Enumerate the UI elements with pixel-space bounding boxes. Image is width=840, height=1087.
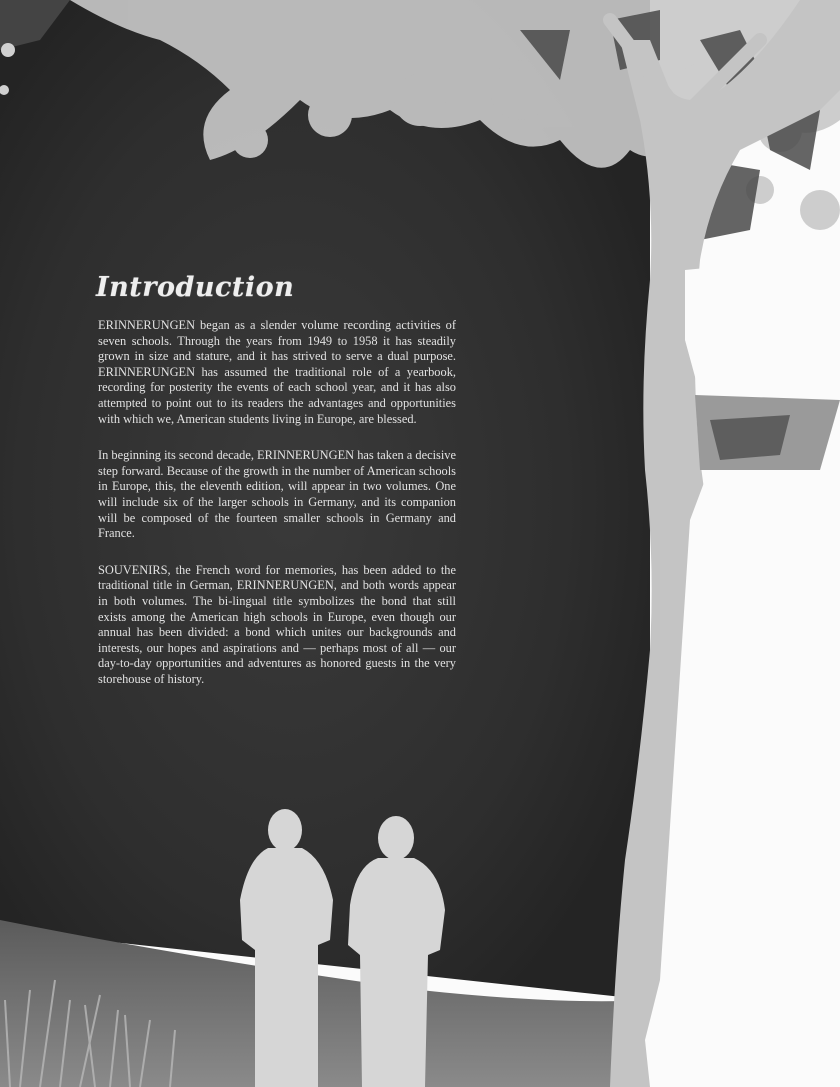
page-title: Introduction [96,272,295,303]
paragraph: ERINNERUNGEN began as a slender volume recording activities of seven schools. Through the years from 1949 to 1958 it has steadily grown in size and stature, and it has strived to serve a dual purpose. ERINNERUNGEN has assumed the traditional role of a yearbook, recording for posterity the events of each school year, and it has also attempted to point out to its readers the advantages and opportunities with which we, American students living in Europe, are blessed. [98,318,456,426]
paragraph: SOUVENIRS, the French word for memories, has been added to the traditional title in German, ERINNERUNGEN, and both words appear in both volumes. The bi-lingual title symbolizes the bond that still exists among the American high schools in Europe, even though our annual has been divided: a bond which unites our backgrounds and interests, our hopes and aspirations and — perhaps most of all — our day-to-day opportunities and adventures as honored guests in the very storehouse of history. [98,562,456,686]
paragraph: In beginning its second decade, ERINNERUNGEN has taken a decisive step forward. Because of the growth in the number of American schools in Europe, this, the eleventh edition, will appear in two volumes. One will include six of the larger schools in Germany, and its companion will be composed of the fourteen smaller schools in Germany and France. [98,448,456,541]
introduction-text [98,318,456,708]
